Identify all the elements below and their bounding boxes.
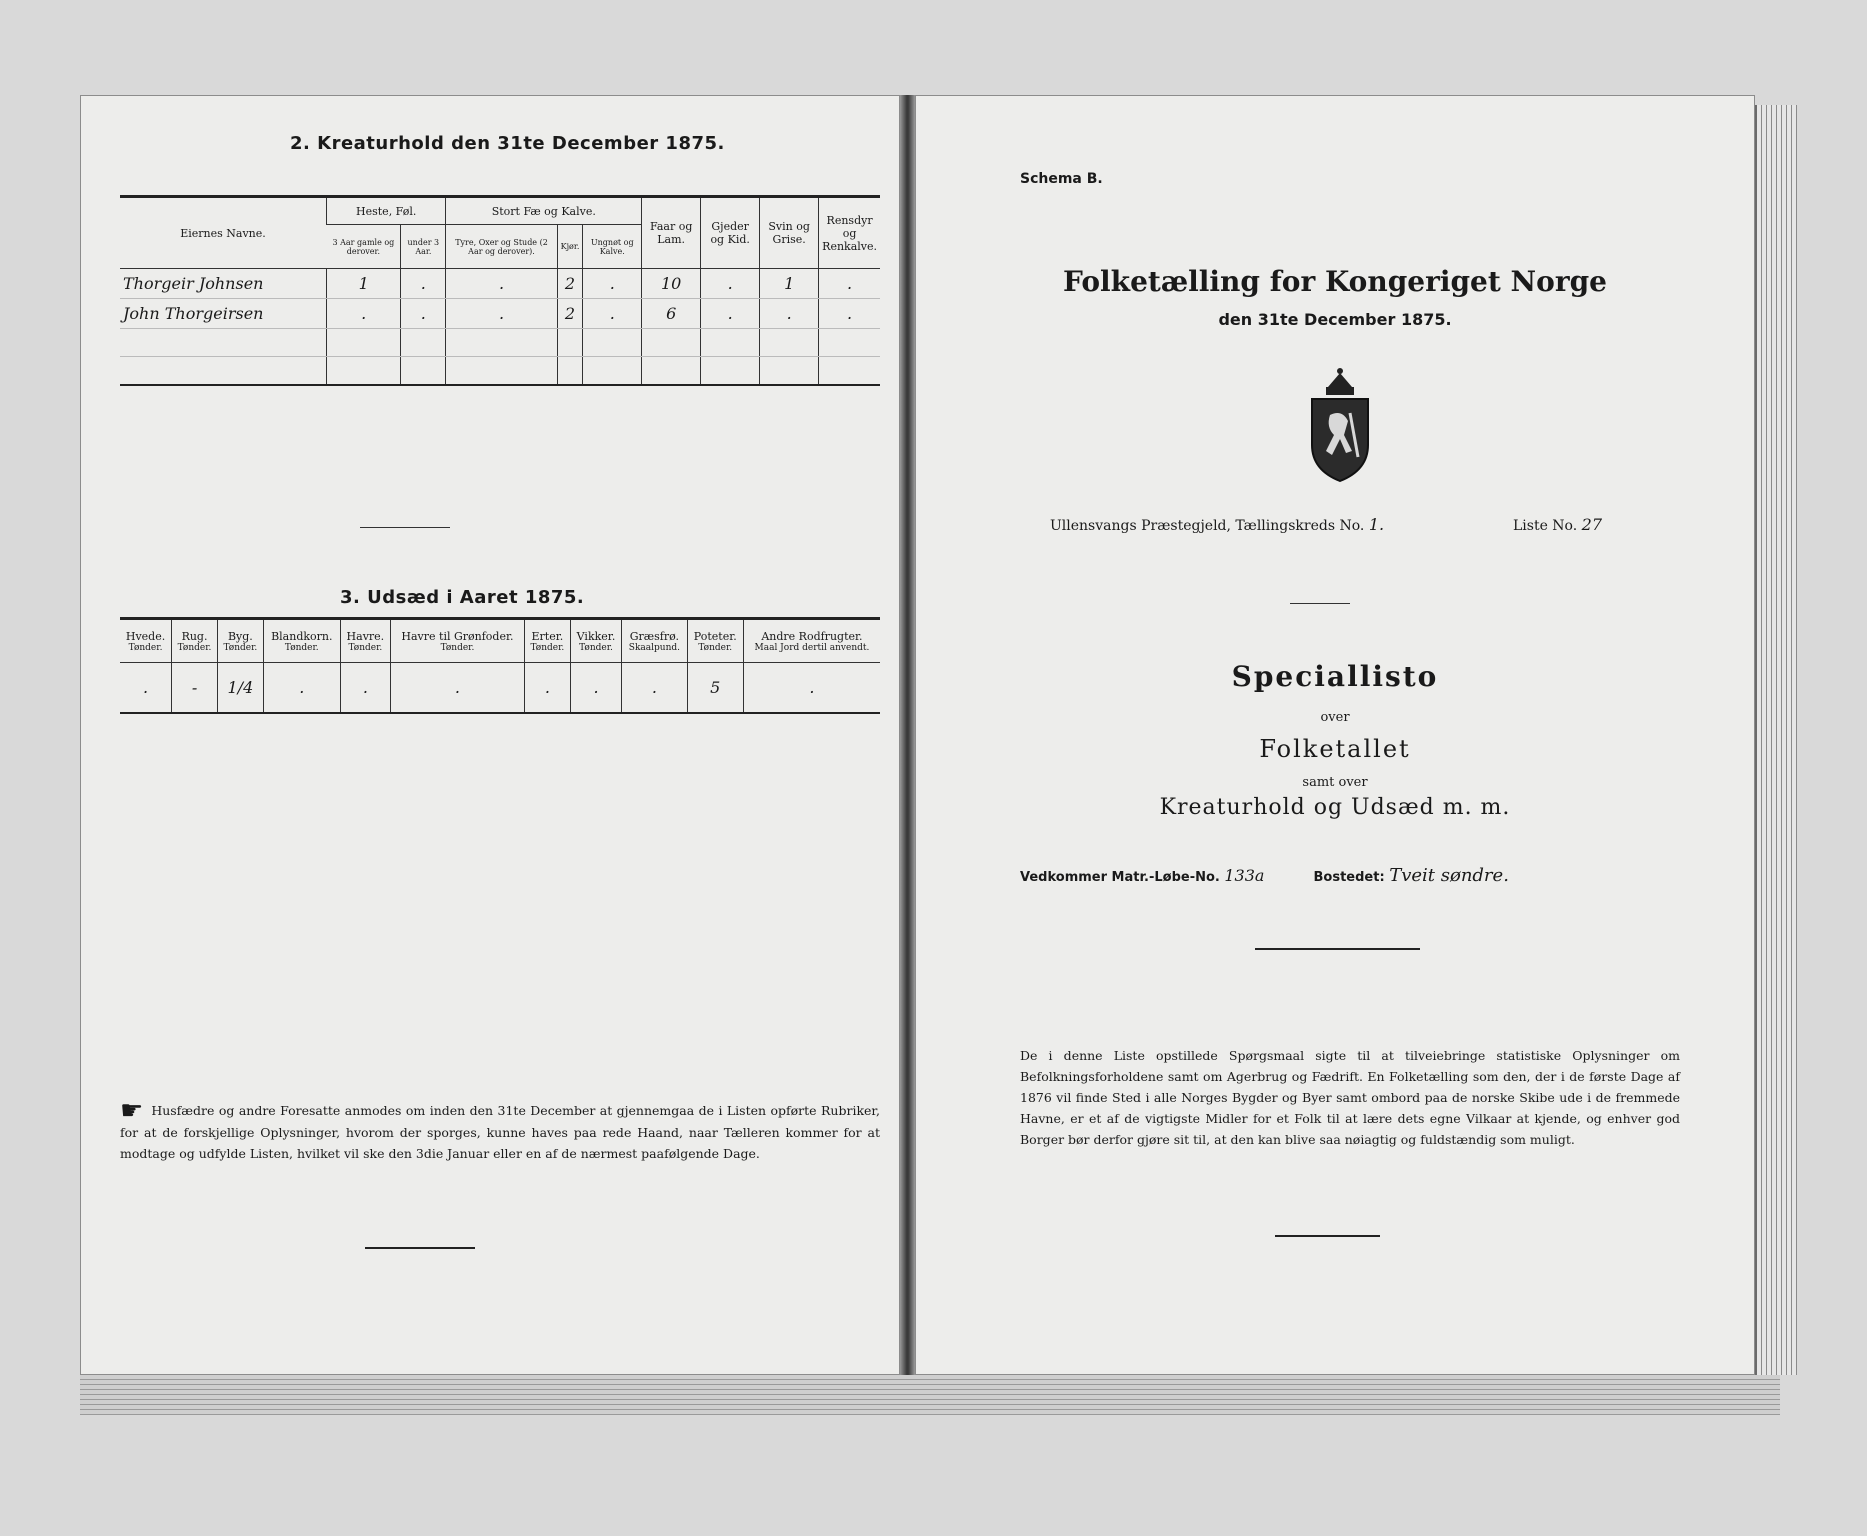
kreaturhold-table: [120, 195, 880, 386]
crop-name: Andre Rodfrugter.: [761, 629, 863, 643]
cell: .: [819, 269, 880, 299]
divider: [360, 527, 450, 528]
crop-name: Poteter.: [693, 629, 737, 643]
cell: .: [401, 269, 446, 299]
page-edges: [1755, 105, 1797, 1375]
table-row: [120, 663, 880, 713]
crop-name: Byg.: [227, 629, 253, 643]
crop-unit: Tønder.: [348, 642, 383, 653]
crop-value: .: [263, 663, 340, 713]
stort-a-header: Tyre, Oxer og Stude (2 Aar og derover).: [446, 225, 557, 269]
section3-title: 3. Udsæd i Aaret 1875.: [340, 587, 585, 608]
crop-unit: Tønder.: [698, 642, 733, 653]
district-line: [1050, 515, 1602, 534]
special-heading: Speciallisto: [1231, 660, 1439, 693]
gjeder-header: Gjeder og Kid.: [701, 197, 760, 269]
crop-value: .: [390, 663, 524, 713]
crop-name: Havre.: [346, 629, 385, 643]
bottom-edge: [80, 1375, 1780, 1415]
cell: .: [760, 299, 819, 329]
crop-header: [622, 619, 687, 663]
heste-header: Heste, Føl.: [327, 197, 446, 225]
crop-name: Vikker.: [576, 629, 616, 643]
crop-name: Græsfrø.: [629, 629, 680, 643]
notice-text: Husfædre og andre Foresatte anmodes om inden den 31te December at gjennemgaa de i Listen opførte Rubriker, for at de forskjellige Oplysninger, hvorom der sporges, kunne haves paa rede Haand, naar Tælleren kommer for at modtage og udfylde Listen, hvilket vil ske den 3die Januar eller en af de nærmest paafølgende Dage.: [120, 1103, 880, 1161]
cell: 2: [557, 269, 583, 299]
liste-no: 27: [1581, 515, 1602, 534]
svin-header: Svin og Grise.: [760, 197, 819, 269]
bottom-text: De i denne Liste opstillede Spørgsmaal sigte til at tilveiebringe statistiske Oplysninger om Befolkningsforholdene samt om Agerbrug og Fædrift. En Folketælling som den, der i de første Dage af 1876 vil finde Sted i alle Norges Bygder og Byer samt ombord paa de norske Skibe ude i de fremmede Havne, er et af de vigtigste Midler for et Folk til at lære dets egne Vilkaar at kjende, og enhver god Borger bør derfor gjøre sit til, at den kan blive saa nøiagtig og fuldstændig som muligt.: [1020, 1048, 1680, 1147]
table-row-empty: [120, 329, 880, 357]
matr-line: [1020, 865, 1509, 886]
cell: .: [819, 299, 880, 329]
samt-over-text: samt over: [1302, 775, 1368, 790]
section2-title: 2. Kreaturhold den 31te December 1875.: [290, 133, 725, 154]
crop-unit: Tønder.: [579, 642, 613, 653]
crop-value: .: [120, 663, 172, 713]
over-text: over: [1320, 710, 1350, 725]
bosted-label: Bostedet:: [1313, 870, 1385, 885]
cell: 2: [557, 299, 583, 329]
crop-unit: Skaalpund.: [628, 642, 681, 653]
crop-header: [687, 619, 743, 663]
crop-unit: Tønder.: [530, 642, 565, 653]
coat-of-arms-icon: [1300, 365, 1380, 485]
crop-unit: Tønder.: [284, 642, 319, 653]
owner-header: Eiernes Navne.: [120, 197, 327, 269]
bosted-value: Tveit søndre.: [1389, 865, 1509, 886]
pointing-hand-icon: ☛: [120, 1096, 144, 1126]
sub-title: den 31te December 1875.: [1218, 310, 1452, 329]
notice: [120, 1096, 880, 1164]
crop-header: [120, 619, 172, 663]
matr-no: 133a: [1224, 866, 1265, 885]
district-no: 1.: [1368, 515, 1385, 534]
crop-header: [743, 619, 880, 663]
divider: [365, 1247, 475, 1249]
cell: .: [327, 299, 401, 329]
cell: 1: [760, 269, 819, 299]
table-row-empty: [120, 357, 880, 385]
rensdyr-header: Rensdyr og Renkalve.: [819, 197, 880, 269]
crop-unit: Tønder.: [440, 642, 475, 653]
cell: .: [701, 299, 760, 329]
district-label: Ullensvangs Præstegjeld, Tællingskreds No.: [1050, 518, 1365, 534]
left-page: [80, 95, 900, 1375]
cell: .: [401, 299, 446, 329]
folketallet-heading: Folketallet: [1259, 735, 1411, 763]
faar-header: Faar og Lam.: [642, 197, 701, 269]
crop-unit: Tønder.: [128, 642, 163, 653]
crop-header: [524, 619, 570, 663]
kreatur-heading: Kreaturhold og Udsæd m. m.: [1159, 795, 1511, 820]
crop-value: -: [172, 663, 218, 713]
cell: 10: [642, 269, 701, 299]
gutter: [900, 95, 915, 1375]
crop-value: 5: [687, 663, 743, 713]
divider: [1275, 1235, 1380, 1237]
matr-label: Vedkommer Matr.-Løbe-No.: [1020, 870, 1220, 885]
owner-name: John Thorgeirsen: [120, 299, 327, 329]
divider: [1290, 603, 1350, 604]
crop-header: [263, 619, 340, 663]
stort-b-header: Kjør.: [557, 225, 583, 269]
heste-a-header: 3 Aar gamle og derover.: [327, 225, 401, 269]
crop-unit: Maal Jord dertil anvendt.: [754, 642, 870, 653]
cell: .: [583, 269, 642, 299]
crop-value: .: [622, 663, 687, 713]
crop-unit: Tønder.: [177, 642, 212, 653]
udsaed-table: [120, 617, 880, 714]
heste-b-header: under 3 Aar.: [401, 225, 446, 269]
cell: .: [446, 269, 557, 299]
crop-name: Havre til Grønfoder.: [401, 629, 514, 643]
crop-value: 1/4: [217, 663, 263, 713]
crop-value: .: [570, 663, 621, 713]
main-title: Folketælling for Kongeriget Norge: [1063, 265, 1607, 298]
cell: .: [583, 299, 642, 329]
crop-header: [390, 619, 524, 663]
crop-header: [217, 619, 263, 663]
crop-header: [172, 619, 218, 663]
crop-header: [340, 619, 390, 663]
right-page: [915, 95, 1755, 1375]
crop-header: [570, 619, 621, 663]
crop-unit: Tønder.: [223, 642, 258, 653]
table-row: [120, 299, 880, 329]
cell: 1: [327, 269, 401, 299]
owner-name: Thorgeir Johnsen: [120, 269, 327, 299]
cell: .: [701, 269, 760, 299]
table-row: [120, 269, 880, 299]
crop-name: Hvede.: [125, 629, 166, 643]
cell: 6: [642, 299, 701, 329]
stort-header: Stort Fæ og Kalve.: [446, 197, 642, 225]
crop-name: Blandkorn.: [271, 629, 333, 643]
stort-c-header: Ungnøt og Kalve.: [583, 225, 642, 269]
liste-label: Liste No.: [1512, 518, 1578, 534]
divider: [1255, 948, 1420, 950]
schema-label: Schema B.: [1020, 171, 1103, 187]
crop-name: Rug.: [181, 629, 208, 643]
cell: .: [446, 299, 557, 329]
crop-value: .: [340, 663, 390, 713]
crop-value: .: [524, 663, 570, 713]
crop-name: Erter.: [531, 629, 564, 643]
crop-value: .: [743, 663, 880, 713]
book-spread: [80, 95, 1780, 1435]
